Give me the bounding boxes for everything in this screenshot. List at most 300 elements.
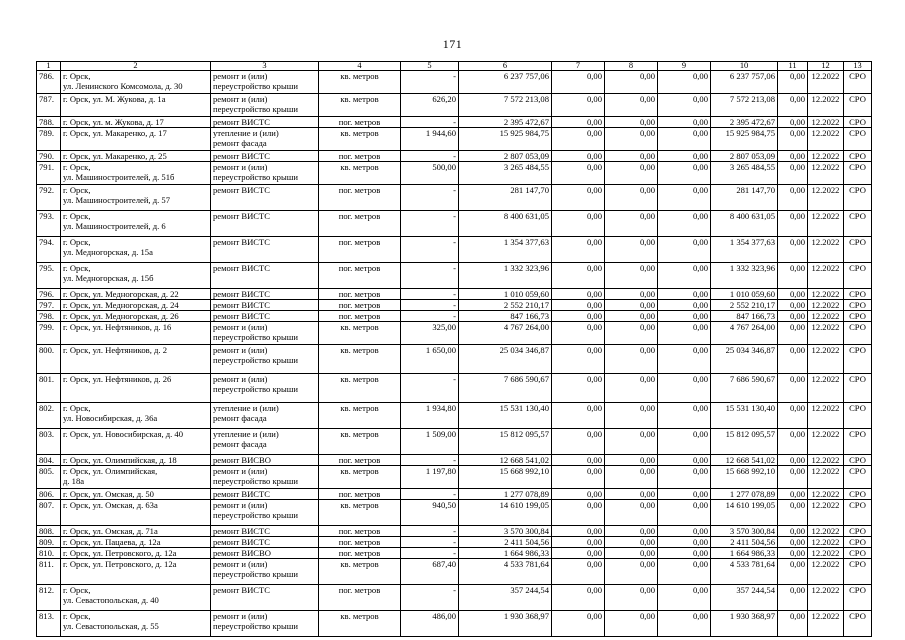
funding-source-cell: СРО (844, 466, 872, 489)
amount-cell: 0,00 (778, 526, 808, 537)
amount-cell: 0,00 (552, 162, 605, 185)
address-cell: г. Орск, ул. Машиностроителей, д. 51б (61, 162, 211, 185)
address-cell: г. Орск, ул. Медногорская, д. 26 (61, 311, 211, 322)
amount-cell: 0,00 (658, 489, 711, 500)
row-number-cell: 786. (37, 71, 61, 94)
area-cell: 486,00 (401, 611, 459, 637)
total-cost-cell: 1 354 377,63 (459, 237, 552, 263)
unit-cell: кв. метров (319, 162, 401, 185)
amount-cell: 0,00 (605, 322, 658, 345)
area-cell: 1 650,00 (401, 345, 459, 374)
deadline-cell: 12.2022 (808, 151, 844, 162)
deadline-cell: 12.2022 (808, 429, 844, 455)
area-cell: - (401, 71, 459, 94)
amount-cell: 1 930 368,97 (711, 611, 778, 637)
amount-cell: 847 166,73 (711, 311, 778, 322)
table-row (37, 162, 872, 185)
amount-cell: 0,00 (605, 374, 658, 403)
amount-cell: 0,00 (605, 300, 658, 311)
amount-cell: 0,00 (552, 300, 605, 311)
amount-cell: 0,00 (778, 548, 808, 559)
table-row (37, 128, 872, 151)
funding-source-cell: СРО (844, 611, 872, 637)
total-cost-cell: 3 265 484,55 (459, 162, 552, 185)
work-type-cell: ремонт ВИСТС (211, 117, 319, 128)
unit-cell: кв. метров (319, 128, 401, 151)
deadline-cell: 12.2022 (808, 94, 844, 117)
table-row (37, 455, 872, 466)
funding-source-cell: СРО (844, 289, 872, 300)
deadline-cell: 12.2022 (808, 300, 844, 311)
total-cost-cell: 847 166,73 (459, 311, 552, 322)
address-cell: г. Орск, ул. Медногорская, д. 15б (61, 263, 211, 289)
amount-cell: 0,00 (552, 526, 605, 537)
address-cell: г. Орск, ул. Новосибирская, д. 36а (61, 403, 211, 429)
work-type-cell: ремонт и (или) переустройство крыши (211, 322, 319, 345)
funding-source-cell: СРО (844, 526, 872, 537)
amount-cell: 0,00 (778, 185, 808, 211)
area-cell: 1 944,60 (401, 128, 459, 151)
area-cell: - (401, 374, 459, 403)
area-cell: - (401, 211, 459, 237)
funding-source-cell: СРО (844, 537, 872, 548)
row-number-cell: 799. (37, 322, 61, 345)
area-cell: 1 934,80 (401, 403, 459, 429)
amount-cell: 0,00 (552, 455, 605, 466)
area-cell: 325,00 (401, 322, 459, 345)
amount-cell: 2 807 053,09 (711, 151, 778, 162)
deadline-cell: 12.2022 (808, 263, 844, 289)
unit-cell: кв. метров (319, 611, 401, 637)
amount-cell: 0,00 (778, 537, 808, 548)
col-header: 12 (808, 62, 844, 71)
amount-cell: 0,00 (778, 71, 808, 94)
funding-source-cell: СРО (844, 500, 872, 526)
table-row (37, 548, 872, 559)
total-cost-cell: 6 237 757,06 (459, 71, 552, 94)
area-cell: - (401, 311, 459, 322)
area-cell: 1 197,80 (401, 466, 459, 489)
amount-cell: 0,00 (552, 585, 605, 611)
amount-cell: 0,00 (778, 311, 808, 322)
col-header: 1 (37, 62, 61, 71)
funding-source-cell: СРО (844, 403, 872, 429)
deadline-cell: 12.2022 (808, 162, 844, 185)
amount-cell: 0,00 (605, 455, 658, 466)
amount-cell: 14 610 199,05 (711, 500, 778, 526)
amount-cell: 0,00 (778, 611, 808, 637)
amount-cell: 0,00 (552, 151, 605, 162)
total-cost-cell: 15 668 992,10 (459, 466, 552, 489)
amount-cell: 0,00 (552, 117, 605, 128)
address-cell: г. Орск, ул. Олимпийская, д. 18 (61, 455, 211, 466)
row-number-cell: 801. (37, 374, 61, 403)
table-row (37, 374, 872, 403)
amount-cell: 0,00 (658, 345, 711, 374)
amount-cell: 0,00 (778, 263, 808, 289)
amount-cell: 0,00 (605, 489, 658, 500)
deadline-cell: 12.2022 (808, 311, 844, 322)
area-cell: - (401, 185, 459, 211)
amount-cell: 0,00 (605, 559, 658, 585)
amount-cell: 0,00 (552, 466, 605, 489)
amount-cell: 12 668 541,02 (711, 455, 778, 466)
total-cost-cell: 1 930 368,97 (459, 611, 552, 637)
funding-source-cell: СРО (844, 162, 872, 185)
amount-cell: 0,00 (658, 455, 711, 466)
work-type-cell: ремонт и (или) переустройство крыши (211, 345, 319, 374)
total-cost-cell: 7 572 213,08 (459, 94, 552, 117)
funding-source-cell: СРО (844, 185, 872, 211)
row-number-cell: 789. (37, 128, 61, 151)
amount-cell: 0,00 (552, 403, 605, 429)
deadline-cell: 12.2022 (808, 211, 844, 237)
table-row (37, 489, 872, 500)
amount-cell: 25 034 346,87 (711, 345, 778, 374)
amount-cell: 0,00 (605, 71, 658, 94)
area-cell: - (401, 548, 459, 559)
amount-cell: 8 400 631,05 (711, 211, 778, 237)
amount-cell: 0,00 (778, 403, 808, 429)
address-cell: г. Орск, ул. М. Жукова, д. 1а (61, 94, 211, 117)
amount-cell: 0,00 (552, 322, 605, 345)
table-row (37, 559, 872, 585)
table-row (37, 300, 872, 311)
amount-cell: 1 010 059,60 (711, 289, 778, 300)
amount-cell: 0,00 (605, 537, 658, 548)
total-cost-cell: 12 668 541,02 (459, 455, 552, 466)
unit-cell: пог. метров (319, 289, 401, 300)
deadline-cell: 12.2022 (808, 128, 844, 151)
col-header: 7 (552, 62, 605, 71)
amount-cell: 0,00 (658, 611, 711, 637)
address-cell: г. Орск, ул. Медногорская, д. 22 (61, 289, 211, 300)
deadline-cell: 12.2022 (808, 71, 844, 94)
amount-cell: 0,00 (605, 185, 658, 211)
col-header: 8 (605, 62, 658, 71)
amount-cell: 0,00 (778, 237, 808, 263)
amount-cell: 0,00 (552, 559, 605, 585)
unit-cell: пог. метров (319, 185, 401, 211)
amount-cell: 0,00 (658, 322, 711, 345)
amount-cell: 0,00 (658, 526, 711, 537)
address-cell: г. Орск, ул. Нефтяников, д. 26 (61, 374, 211, 403)
table-row (37, 322, 872, 345)
amount-cell: 0,00 (778, 117, 808, 128)
amount-cell: 0,00 (605, 345, 658, 374)
amount-cell: 0,00 (552, 548, 605, 559)
funding-source-cell: СРО (844, 151, 872, 162)
total-cost-cell: 1 664 986,33 (459, 548, 552, 559)
funding-source-cell: СРО (844, 237, 872, 263)
address-cell: г. Орск, ул. Машиностроителей, д. 57 (61, 185, 211, 211)
amount-cell: 0,00 (658, 374, 711, 403)
amount-cell: 0,00 (552, 374, 605, 403)
amount-cell: 0,00 (552, 537, 605, 548)
amount-cell: 0,00 (605, 585, 658, 611)
table-row (37, 429, 872, 455)
amount-cell: 0,00 (778, 374, 808, 403)
amount-cell: 0,00 (658, 466, 711, 489)
amount-cell: 0,00 (658, 237, 711, 263)
funding-source-cell: СРО (844, 429, 872, 455)
row-number-cell: 788. (37, 117, 61, 128)
amount-cell: 0,00 (778, 455, 808, 466)
amount-cell: 3 265 484,55 (711, 162, 778, 185)
unit-cell: кв. метров (319, 403, 401, 429)
area-cell: - (401, 455, 459, 466)
amount-cell: 0,00 (778, 489, 808, 500)
deadline-cell: 12.2022 (808, 489, 844, 500)
deadline-cell: 12.2022 (808, 345, 844, 374)
work-type-cell: ремонт и (или) переустройство крыши (211, 71, 319, 94)
amount-cell: 0,00 (658, 94, 711, 117)
work-type-cell: ремонт ВИСТС (211, 211, 319, 237)
amount-cell: 0,00 (658, 128, 711, 151)
funding-source-cell: СРО (844, 300, 872, 311)
address-cell: г. Орск, ул. Новосибирская, д. 40 (61, 429, 211, 455)
total-cost-cell: 2 807 053,09 (459, 151, 552, 162)
total-cost-cell: 1 332 323,96 (459, 263, 552, 289)
total-cost-cell: 15 925 984,75 (459, 128, 552, 151)
row-number-cell: 787. (37, 94, 61, 117)
amount-cell: 0,00 (552, 345, 605, 374)
amount-cell: 0,00 (552, 185, 605, 211)
address-cell: г. Орск, ул. Медногорская, д. 24 (61, 300, 211, 311)
deadline-cell: 12.2022 (808, 322, 844, 345)
unit-cell: кв. метров (319, 500, 401, 526)
amount-cell: 0,00 (552, 211, 605, 237)
table-row (37, 585, 872, 611)
funding-source-cell: СРО (844, 322, 872, 345)
row-number-cell: 794. (37, 237, 61, 263)
table-row (37, 71, 872, 94)
page-number: 171 (442, 37, 463, 51)
row-number-cell: 803. (37, 429, 61, 455)
amount-cell: 0,00 (552, 611, 605, 637)
col-header: 13 (844, 62, 872, 71)
funding-source-cell: СРО (844, 489, 872, 500)
unit-cell: кв. метров (319, 322, 401, 345)
row-number-cell: 813. (37, 611, 61, 637)
address-cell: г. Орск, ул. Пацаева, д. 12а (61, 537, 211, 548)
funding-source-cell: СРО (844, 585, 872, 611)
table-row (37, 289, 872, 300)
amount-cell: 0,00 (658, 162, 711, 185)
amount-cell: 0,00 (605, 162, 658, 185)
col-header: 5 (401, 62, 459, 71)
amount-cell: 0,00 (658, 263, 711, 289)
unit-cell: пог. метров (319, 237, 401, 263)
unit-cell: пог. метров (319, 211, 401, 237)
row-number-cell: 792. (37, 185, 61, 211)
deadline-cell: 12.2022 (808, 585, 844, 611)
table-row (37, 500, 872, 526)
amount-cell: 0,00 (552, 237, 605, 263)
amount-cell: 4 533 781,64 (711, 559, 778, 585)
amount-cell: 0,00 (658, 185, 711, 211)
col-header: 2 (61, 62, 211, 71)
amount-cell: 15 531 130,40 (711, 403, 778, 429)
area-cell: - (401, 489, 459, 500)
col-header: 4 (319, 62, 401, 71)
deadline-cell: 12.2022 (808, 237, 844, 263)
amount-cell: 0,00 (658, 537, 711, 548)
amount-cell: 0,00 (658, 548, 711, 559)
unit-cell: пог. метров (319, 585, 401, 611)
amount-cell: 7 686 590,67 (711, 374, 778, 403)
row-number-cell: 797. (37, 300, 61, 311)
total-cost-cell: 1 010 059,60 (459, 289, 552, 300)
row-number-cell: 796. (37, 289, 61, 300)
work-type-cell: ремонт и (или) переустройство крыши (211, 94, 319, 117)
work-type-cell: ремонт и (или) переустройство крыши (211, 466, 319, 489)
address-cell: г. Орск, ул. Петровского, д. 12а (61, 548, 211, 559)
col-header: 11 (778, 62, 808, 71)
amount-cell: 0,00 (605, 289, 658, 300)
total-cost-cell: 8 400 631,05 (459, 211, 552, 237)
total-cost-cell: 25 034 346,87 (459, 345, 552, 374)
unit-cell: пог. метров (319, 311, 401, 322)
total-cost-cell: 1 277 078,89 (459, 489, 552, 500)
amount-cell: 0,00 (778, 345, 808, 374)
deadline-cell: 12.2022 (808, 559, 844, 585)
amount-cell: 0,00 (605, 429, 658, 455)
amount-cell: 0,00 (778, 128, 808, 151)
table-row (37, 211, 872, 237)
table-row (37, 117, 872, 128)
address-cell: г. Орск, ул. Омская, д. 50 (61, 489, 211, 500)
row-number-cell: 798. (37, 311, 61, 322)
total-cost-cell: 4 533 781,64 (459, 559, 552, 585)
unit-cell: пог. метров (319, 117, 401, 128)
table-row (37, 537, 872, 548)
address-cell: г. Орск, ул. м. Жукова, д. 17 (61, 117, 211, 128)
unit-cell: пог. метров (319, 151, 401, 162)
table-row (37, 237, 872, 263)
address-cell: г. Орск, ул. Нефтяников, д. 2 (61, 345, 211, 374)
table-body (37, 71, 872, 637)
amount-cell: 2 395 472,67 (711, 117, 778, 128)
funding-source-cell: СРО (844, 374, 872, 403)
amount-cell: 0,00 (552, 500, 605, 526)
amount-cell: 0,00 (778, 429, 808, 455)
amount-cell: 0,00 (605, 611, 658, 637)
work-type-cell: ремонт ВИСТС (211, 289, 319, 300)
area-cell: - (401, 237, 459, 263)
amount-cell: 0,00 (778, 466, 808, 489)
total-cost-cell: 7 686 590,67 (459, 374, 552, 403)
work-type-cell: ремонт ВИСТС (211, 311, 319, 322)
deadline-cell: 12.2022 (808, 500, 844, 526)
area-cell: - (401, 300, 459, 311)
amount-cell: 0,00 (658, 500, 711, 526)
amount-cell: 0,00 (658, 429, 711, 455)
amount-cell: 0,00 (778, 322, 808, 345)
amount-cell: 0,00 (778, 211, 808, 237)
col-header: 3 (211, 62, 319, 71)
row-number-cell: 800. (37, 345, 61, 374)
deadline-cell: 12.2022 (808, 548, 844, 559)
amount-cell: 0,00 (552, 311, 605, 322)
work-type-cell: ремонт ВИСВО (211, 548, 319, 559)
amount-cell: 0,00 (605, 311, 658, 322)
unit-cell: кв. метров (319, 466, 401, 489)
area-cell: - (401, 526, 459, 537)
amount-cell: 0,00 (778, 500, 808, 526)
work-type-cell: утепление и (или) ремонт фасада (211, 403, 319, 429)
amount-cell: 0,00 (605, 211, 658, 237)
unit-cell: пог. метров (319, 489, 401, 500)
deadline-cell: 12.2022 (808, 374, 844, 403)
funding-source-cell: СРО (844, 117, 872, 128)
area-cell: - (401, 263, 459, 289)
row-number-cell: 790. (37, 151, 61, 162)
unit-cell: кв. метров (319, 374, 401, 403)
table-row (37, 611, 872, 637)
amount-cell: 3 570 300,84 (711, 526, 778, 537)
area-cell: - (401, 537, 459, 548)
amount-cell: 0,00 (658, 403, 711, 429)
funding-source-cell: СРО (844, 548, 872, 559)
amount-cell: 0,00 (552, 429, 605, 455)
work-type-cell: ремонт ВИСТС (211, 585, 319, 611)
amount-cell: 0,00 (552, 289, 605, 300)
amount-cell: 0,00 (605, 403, 658, 429)
work-type-cell: ремонт ВИСТС (211, 151, 319, 162)
row-number-cell: 807. (37, 500, 61, 526)
table-row (37, 151, 872, 162)
total-cost-cell: 2 552 210,17 (459, 300, 552, 311)
work-type-cell: ремонт ВИСВО (211, 455, 319, 466)
unit-cell: пог. метров (319, 263, 401, 289)
deadline-cell: 12.2022 (808, 537, 844, 548)
amount-cell: 0,00 (658, 300, 711, 311)
amount-cell: 0,00 (658, 289, 711, 300)
amount-cell: 1 277 078,89 (711, 489, 778, 500)
area-cell: 940,50 (401, 500, 459, 526)
total-cost-cell: 15 812 095,57 (459, 429, 552, 455)
work-type-cell: ремонт ВИСТС (211, 537, 319, 548)
col-header: 10 (711, 62, 778, 71)
area-cell: 500,00 (401, 162, 459, 185)
address-cell: г. Орск, ул. Макаренко, д. 25 (61, 151, 211, 162)
work-type-cell: утепление и (или) ремонт фасада (211, 128, 319, 151)
amount-cell: 1 354 377,63 (711, 237, 778, 263)
table-row (37, 403, 872, 429)
address-cell: г. Орск, ул. Петровского, д. 12а (61, 559, 211, 585)
amount-cell: 0,00 (658, 585, 711, 611)
deadline-cell: 12.2022 (808, 403, 844, 429)
address-cell: г. Орск, ул. Омская, д. 63а (61, 500, 211, 526)
amount-cell: 0,00 (605, 117, 658, 128)
address-cell: г. Орск, ул. Омская, д. 71а (61, 526, 211, 537)
amount-cell: 2 552 210,17 (711, 300, 778, 311)
address-cell: г. Орск, ул. Севастопольская, д. 55 (61, 611, 211, 637)
unit-cell: кв. метров (319, 71, 401, 94)
amount-cell: 0,00 (658, 151, 711, 162)
table-row (37, 345, 872, 374)
amount-cell: 0,00 (658, 559, 711, 585)
row-number-cell: 810. (37, 548, 61, 559)
table-row (37, 185, 872, 211)
amount-cell: 0,00 (552, 94, 605, 117)
row-number-cell: 812. (37, 585, 61, 611)
row-number-cell: 808. (37, 526, 61, 537)
deadline-cell: 12.2022 (808, 466, 844, 489)
row-number-cell: 795. (37, 263, 61, 289)
address-cell: г. Орск, ул. Медногорская, д. 15а (61, 237, 211, 263)
